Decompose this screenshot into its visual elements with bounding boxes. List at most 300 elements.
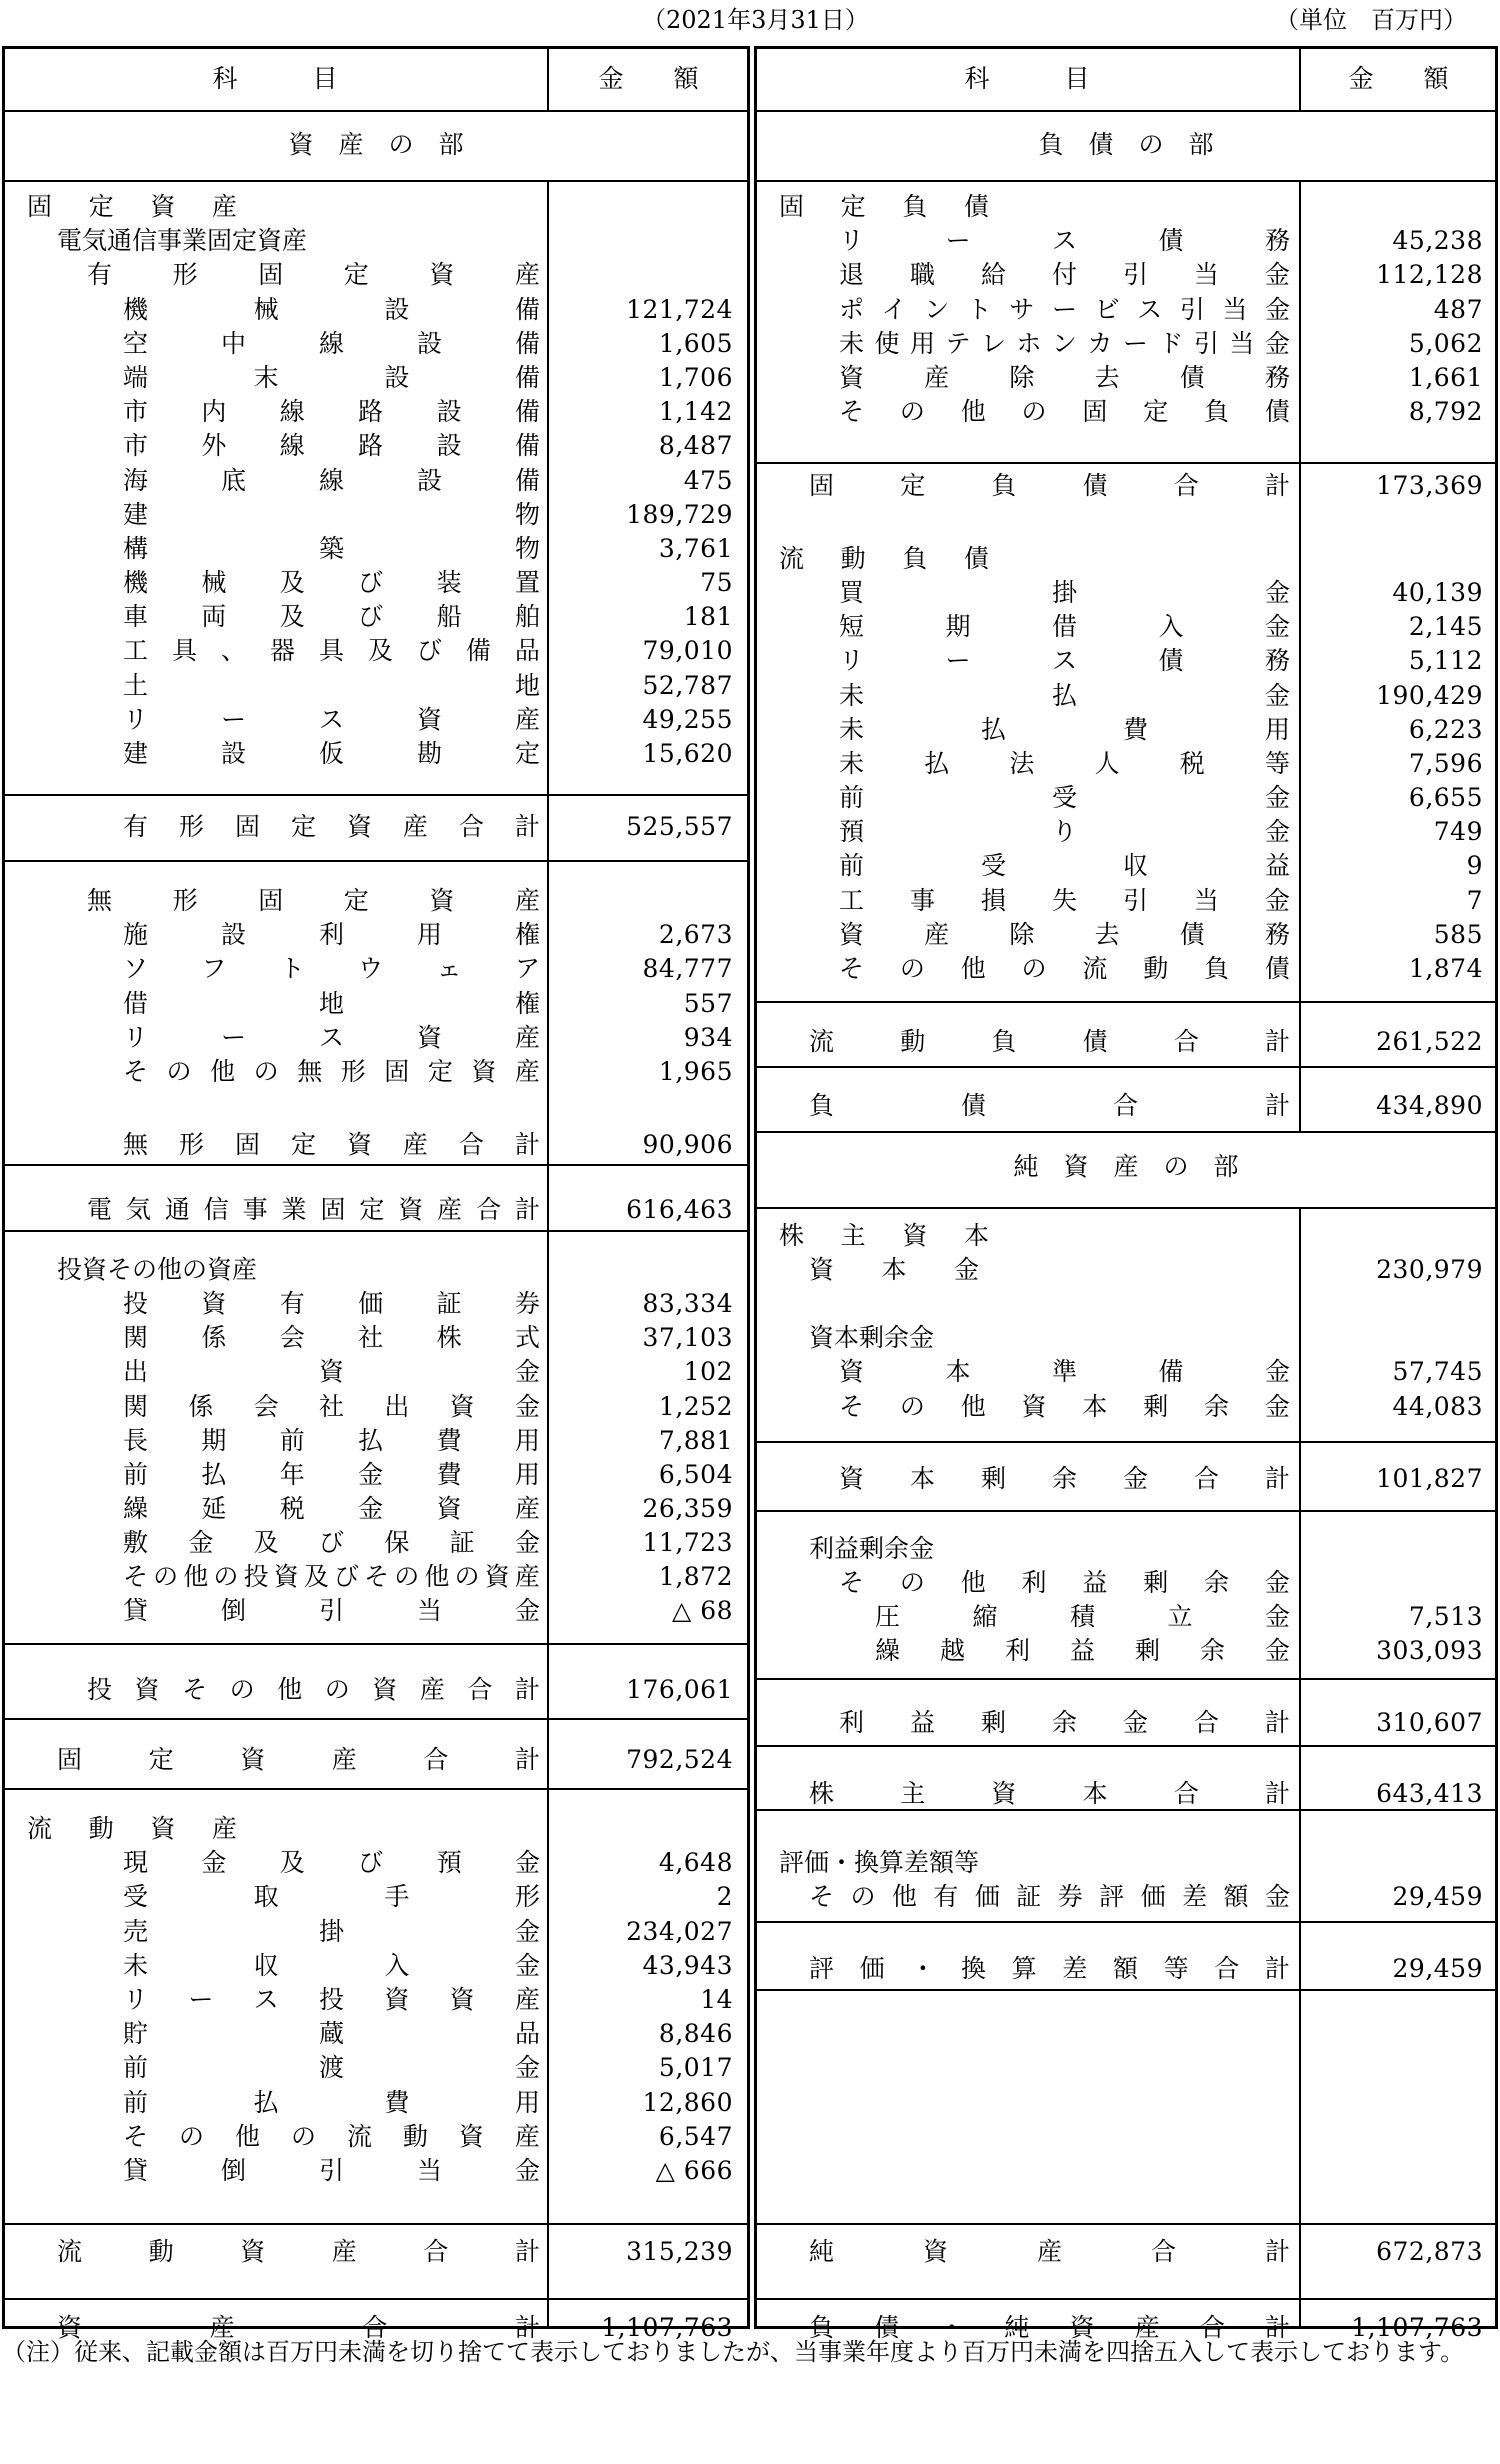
asset-row-amount: 26,359 <box>642 1494 733 1523</box>
asset-row-amount: 934 <box>683 1023 733 1052</box>
label-char: 未 <box>123 1951 149 1980</box>
label-char: 当 <box>416 2156 442 2185</box>
label-char: 線 <box>279 431 305 460</box>
label-char: 地 <box>514 671 540 700</box>
label-char: 未 <box>839 329 865 358</box>
label-char: 計 <box>514 1675 540 1704</box>
label-char: 設 <box>436 431 462 460</box>
grid-hline <box>757 180 1495 182</box>
label-char: 有 <box>933 1882 959 1911</box>
label-char: 用 <box>514 2088 540 2117</box>
label-char: 借 <box>123 989 149 1018</box>
label-char: 産 <box>209 2313 235 2342</box>
label-char: 主 <box>900 1779 926 1808</box>
label-char: 定 <box>1143 397 1169 426</box>
label-char: 金 <box>1264 295 1290 324</box>
label-char: 他 <box>234 2122 260 2151</box>
asset-row-label <box>87 884 540 918</box>
label-char: 無 <box>87 886 113 915</box>
liability-row-label <box>875 1600 1290 1634</box>
label-char: 余 <box>1051 1464 1077 1493</box>
label-char: の <box>324 1675 350 1704</box>
label-char: 金 <box>514 2156 540 2185</box>
grid-hline <box>5 110 747 112</box>
label-char: 土 <box>123 671 149 700</box>
label-char: 信 <box>203 1195 229 1224</box>
asset-row-amount: 79,010 <box>642 636 733 665</box>
label-char: テ <box>945 329 971 358</box>
label-char: 債 <box>1082 471 1108 500</box>
asset-row-amount: 15,620 <box>642 739 733 768</box>
label-char: リ <box>839 646 865 675</box>
label-char: イ <box>881 295 907 324</box>
label-char: 金 <box>514 1528 540 1557</box>
label-char: 関 <box>123 1323 149 1352</box>
label-char: 合 <box>1193 1708 1219 1737</box>
grid-hline <box>757 1510 1299 1512</box>
asset-row-amount: 3,761 <box>658 534 733 563</box>
assets-section-title: 資 産 の 部 <box>288 130 464 159</box>
label-char: 資 <box>436 1494 462 1523</box>
label-char: 費 <box>436 1460 462 1489</box>
label-char: ー <box>945 646 971 675</box>
asset-row-label <box>123 566 540 600</box>
grid-hline <box>757 2223 1495 2225</box>
label-char: 貸 <box>123 2156 149 2185</box>
label-char: の <box>229 1675 255 1704</box>
liability-row-label <box>779 1219 989 1253</box>
label-char: そ <box>364 1562 390 1591</box>
label-char: 無 <box>123 1130 149 1159</box>
label-char: 失 <box>1051 886 1077 915</box>
grid-hline <box>5 1718 747 1720</box>
label-char: 品 <box>514 2019 540 2048</box>
liability-row-amount: 672,873 <box>1376 2237 1483 2266</box>
label-char: ト <box>279 954 305 983</box>
label-char: 及 <box>303 1562 329 1591</box>
asset-row-amount: 102 <box>683 1357 733 1386</box>
label-char: 気 <box>125 1195 151 1224</box>
asset-row-amount: 12,860 <box>642 2088 733 2117</box>
label-char: 有 <box>87 260 113 289</box>
liability-row-label <box>839 952 1290 986</box>
label-char: 関 <box>123 1392 149 1421</box>
label-char: 期 <box>201 1426 227 1455</box>
label-char: 額 <box>1112 1954 1138 1983</box>
label-char: 投 <box>318 1985 344 2014</box>
label-char: 前 <box>279 1426 305 1455</box>
label-char: 機 <box>123 295 149 324</box>
label-char: 及 <box>279 602 305 631</box>
label-char: 金 <box>201 1848 227 1877</box>
label-char: 延 <box>201 1494 227 1523</box>
label-char: 務 <box>1264 920 1290 949</box>
asset-row-amount: 234,027 <box>626 1917 733 1946</box>
asset-row-label <box>123 2051 540 2085</box>
label-char: 本 <box>1082 1779 1108 1808</box>
grid-hline <box>5 1788 747 1790</box>
asset-row-label <box>123 1128 540 1162</box>
label-char: 金 <box>1264 612 1290 641</box>
label-char: 資 <box>150 1814 176 1843</box>
label-char: 価 <box>974 1882 1000 1911</box>
label-char: 合 <box>1199 2313 1225 2342</box>
label-char: ウ <box>358 954 384 983</box>
label-char: 固 <box>258 260 284 289</box>
asset-row-label <box>123 361 540 395</box>
label-char: 利 <box>839 1708 865 1737</box>
label-char: 資 <box>398 1195 424 1224</box>
label-char: 流 <box>779 544 805 573</box>
label-char: 、 <box>220 636 246 665</box>
liability-row-amount: 1,107,763 <box>1351 2313 1483 2342</box>
label-char: 底 <box>220 466 246 495</box>
asset-row-label <box>123 952 540 986</box>
label-char: 敷 <box>123 1528 149 1557</box>
net-assets-section-title: 純 資 産 の 部 <box>1013 1152 1239 1181</box>
liability-row-label <box>779 190 989 224</box>
label-char: 線 <box>318 329 344 358</box>
label-char: 動 <box>88 1814 114 1843</box>
label-char: 計 <box>1264 1954 1290 1983</box>
label-char: 及 <box>367 636 393 665</box>
label-char: 評 <box>809 1954 835 1983</box>
grid-hline <box>757 1745 1299 1747</box>
liability-row-amount: 434,890 <box>1376 1091 1483 1120</box>
label-char: 計 <box>514 2237 540 2266</box>
asset-row-label <box>123 1355 540 1389</box>
label-char: 産 <box>514 1562 540 1591</box>
label-char: の <box>213 1562 239 1591</box>
label-char: 構 <box>123 534 149 563</box>
liability-row-amount: 643,413 <box>1376 1779 1483 1808</box>
label-char: 資 <box>471 1057 497 1086</box>
label-char: 計 <box>514 1745 540 1774</box>
label-char: 資 <box>346 1130 372 1159</box>
label-char: 前 <box>123 1460 149 1489</box>
label-char: 職 <box>909 260 935 289</box>
label-char: の <box>454 1562 480 1591</box>
label-char: 渡 <box>318 2053 344 2082</box>
grid-hline <box>5 1230 747 1232</box>
asset-row-label <box>123 532 540 566</box>
liability-row-label: 利益剰余金 <box>809 1534 935 1563</box>
report-date: （2021年3月31日） <box>642 6 869 34</box>
label-char: 計 <box>1264 2237 1290 2266</box>
label-char: そ <box>839 954 865 983</box>
label-char: 損 <box>980 886 1006 915</box>
label-char: 負 <box>809 2313 835 2342</box>
label-char: 当 <box>1229 329 1255 358</box>
grid-hline <box>1299 1510 1495 1512</box>
asset-row-label <box>123 2120 540 2154</box>
label-char: 差 <box>1182 1882 1208 1911</box>
label-char: 端 <box>123 363 149 392</box>
grid-hline <box>757 1001 1495 1003</box>
label-char: そ <box>839 1568 865 1597</box>
label-char: 定 <box>148 1745 174 1774</box>
label-char: 資 <box>839 363 865 392</box>
label-char: 株 <box>779 1221 805 1250</box>
label-char: の <box>899 954 925 983</box>
label-char: 計 <box>1264 471 1290 500</box>
label-char: ェ <box>436 954 462 983</box>
asset-row-label <box>123 293 540 327</box>
label-char: 負 <box>902 192 928 221</box>
label-char: 金 <box>1264 681 1290 710</box>
asset-row-label <box>123 669 540 703</box>
label-char: 投 <box>123 1289 149 1318</box>
label-char: 評 <box>1099 1882 1125 1911</box>
label-char: 産 <box>1134 2313 1160 2342</box>
label-char: 剰 <box>980 1708 1006 1737</box>
label-char: 海 <box>123 466 149 495</box>
label-char: 蔵 <box>318 2019 344 2048</box>
label-char: 利 <box>318 920 344 949</box>
asset-row-label <box>123 703 540 737</box>
label-char: 定 <box>900 471 926 500</box>
label-char: ー <box>188 1985 214 2014</box>
label-char: の <box>899 1392 925 1421</box>
liability-row-amount: 44,083 <box>1392 1392 1483 1421</box>
label-char: 計 <box>514 1130 540 1159</box>
liability-row-label <box>839 918 1290 952</box>
label-char: び <box>358 1848 384 1877</box>
label-char: 益 <box>909 1708 935 1737</box>
asset-row-label <box>87 1673 540 1707</box>
asset-row-amount: 121,724 <box>626 295 733 324</box>
liability-row-label <box>809 1777 1290 1811</box>
label-char: 余 <box>1204 1392 1230 1421</box>
label-char: 備 <box>514 431 540 460</box>
liability-row-label <box>839 224 1290 258</box>
label-char: 計 <box>514 2313 540 2342</box>
label-char: 払 <box>1051 681 1077 710</box>
label-char: 械 <box>201 568 227 597</box>
asset-row-label <box>57 1743 540 1777</box>
label-char: 定 <box>343 886 369 915</box>
asset-row-amount: 792,524 <box>626 1745 733 1774</box>
label-char: 合 <box>1173 471 1199 500</box>
label-char: 保 <box>384 1528 410 1557</box>
label-char: 本 <box>945 1357 971 1386</box>
label-char: リ <box>123 1985 149 2014</box>
label-char: び <box>416 636 442 665</box>
label-char: 純 <box>809 2237 835 2266</box>
label-char: 固 <box>27 192 53 221</box>
asset-row-amount: 557 <box>683 989 733 1018</box>
label-char: 金 <box>514 1917 540 1946</box>
label-char: 本 <box>963 1221 989 1250</box>
label-char: 流 <box>1082 954 1108 983</box>
label-char: 形 <box>172 886 198 915</box>
label-char: 合 <box>1214 1954 1240 1983</box>
label-char: 券 <box>1057 1882 1083 1911</box>
label-char: 装 <box>436 568 462 597</box>
label-char: リ <box>123 705 149 734</box>
label-char: 資 <box>1021 1392 1047 1421</box>
label-char: 会 <box>279 1323 305 1352</box>
label-char: 設 <box>384 295 410 324</box>
label-char: 金 <box>1264 1636 1290 1665</box>
label-char: 計 <box>1264 1708 1290 1737</box>
liabilities-section-title: 負 債 の 部 <box>1038 130 1214 159</box>
asset-row-amount: 181 <box>683 602 733 631</box>
label-char: 貯 <box>123 2019 149 2048</box>
label-char: 債 <box>1179 363 1205 392</box>
liability-row-label <box>839 395 1290 429</box>
label-char: 除 <box>1009 920 1035 949</box>
label-char: 受 <box>123 1882 149 1911</box>
label-char: 及 <box>279 1848 305 1877</box>
label-char: 短 <box>839 612 865 641</box>
asset-row-label <box>123 2017 540 2051</box>
liability-row-amount: 112,128 <box>1376 260 1483 289</box>
label-char: 未 <box>839 749 865 778</box>
label-char: 払 <box>253 2088 279 2117</box>
label-char: 備 <box>465 636 491 665</box>
label-char: び <box>333 1562 359 1591</box>
label-char: の <box>153 1562 179 1591</box>
label-char: 前 <box>839 851 865 880</box>
label-char: 固 <box>57 1745 83 1774</box>
label-char: ポ <box>839 295 865 324</box>
grid-hline <box>5 180 747 182</box>
label-char: 産 <box>211 1814 237 1843</box>
label-char: 負 <box>902 544 928 573</box>
label-char: 前 <box>839 783 865 812</box>
label-char: 式 <box>514 1323 540 1352</box>
asset-row-label <box>123 1287 540 1321</box>
footnote: （注）従来、記載金額は百万円未満を切り捨てて表示しておりましたが、当事業年度より百万円未満を四捨五入して表示しております。 <box>2 2338 1465 2366</box>
label-char: 取 <box>253 1882 279 1911</box>
label-char: 両 <box>201 602 227 631</box>
asset-row-label <box>123 1949 540 1983</box>
label-char: 務 <box>1264 363 1290 392</box>
label-char: ・ <box>910 1954 936 1983</box>
label-char: 仮 <box>318 739 344 768</box>
label-char: 無 <box>297 1057 323 1086</box>
label-char: 備 <box>514 329 540 358</box>
liability-row-label <box>839 781 1290 815</box>
label-char: 金 <box>358 1460 384 1489</box>
grid-hline <box>757 1131 1495 1133</box>
label-char: 路 <box>358 397 384 426</box>
asset-row-amount: 525,557 <box>626 812 733 841</box>
label-char: 他 <box>960 954 986 983</box>
label-char: 額 <box>1223 1882 1249 1911</box>
label-char: 利 <box>1021 1568 1047 1597</box>
liability-row-label <box>839 610 1290 644</box>
label-char: リ <box>123 1023 149 1052</box>
asset-row-amount: 75 <box>700 568 733 597</box>
liability-row-label <box>839 1390 1290 1424</box>
label-char: 入 <box>384 1951 410 1980</box>
label-char: 外 <box>201 431 227 460</box>
label-char: 掛 <box>318 1917 344 1946</box>
label-char: 資 <box>809 1255 835 1284</box>
label-char: 産 <box>514 2122 540 2151</box>
label-char: 費 <box>384 2088 410 2117</box>
label-char: 資 <box>240 2237 266 2266</box>
label-char: ビ <box>1094 295 1120 324</box>
label-char: ホ <box>1016 329 1042 358</box>
label-char: 計 <box>514 812 540 841</box>
label-char: 給 <box>980 260 1006 289</box>
label-char: 縮 <box>972 1602 998 1631</box>
label-char: 産 <box>514 1494 540 1523</box>
label-char: 固 <box>258 886 284 915</box>
asset-row-label <box>123 1983 540 2017</box>
label-char: 勘 <box>416 739 442 768</box>
label-char: ン <box>924 295 950 324</box>
label-char: 費 <box>436 1426 462 1455</box>
label-char: 当 <box>1193 886 1219 915</box>
label-char: 定 <box>359 1195 385 1224</box>
label-char: 計 <box>1264 1779 1290 1808</box>
label-char: 産 <box>924 363 950 392</box>
liability-row-label <box>839 884 1290 918</box>
asset-row-amount: 37,103 <box>642 1323 733 1352</box>
label-char: 資 <box>991 1779 1017 1808</box>
label-char: 倒 <box>220 1596 246 1625</box>
label-char: 他 <box>277 1675 303 1704</box>
grid-hline <box>757 462 1495 464</box>
asset-row-label <box>123 1915 540 1949</box>
label-char: 工 <box>839 886 865 915</box>
liability-row-label <box>839 644 1290 678</box>
label-char: 金 <box>1264 1392 1290 1421</box>
label-char: 引 <box>1122 886 1148 915</box>
label-char: 通 <box>164 1195 190 1224</box>
label-char: 社 <box>358 1323 384 1352</box>
label-char: 債 <box>960 1091 986 1120</box>
label-char: 合 <box>1150 2237 1176 2266</box>
label-char: 長 <box>123 1426 149 1455</box>
label-char: 収 <box>253 1951 279 1980</box>
label-char: 品 <box>514 636 540 665</box>
label-char: の <box>1021 954 1047 983</box>
label-char: 具 <box>318 636 344 665</box>
label-char: 固 <box>234 812 260 841</box>
asset-row-label <box>123 987 540 1021</box>
label-char: 合 <box>476 1195 502 1224</box>
label-char: 合 <box>362 2313 388 2342</box>
liability-row-label <box>839 815 1290 849</box>
grid-hline <box>757 1921 1495 1923</box>
label-char: 繰 <box>123 1494 149 1523</box>
grid-hline <box>1299 1441 1495 1443</box>
label-char: 準 <box>1051 1357 1077 1386</box>
label-char: 産 <box>211 192 237 221</box>
liability-row-amount: 1,874 <box>1408 954 1483 983</box>
asset-row-amount: 6,504 <box>658 1460 733 1489</box>
label-char: 価 <box>1140 1882 1166 1911</box>
label-char: 資 <box>458 2122 484 2151</box>
label-char: 金 <box>514 1951 540 1980</box>
label-char: 資 <box>384 1985 410 2014</box>
label-char: ー <box>220 1023 246 1052</box>
liability-row-label <box>839 679 1290 713</box>
label-char: そ <box>809 1882 835 1911</box>
asset-row-label <box>123 2154 540 2188</box>
liability-row-label <box>839 1706 1290 1740</box>
label-char: 流 <box>346 2122 372 2151</box>
label-char: 債 <box>1264 397 1290 426</box>
label-char: 払 <box>358 1426 384 1455</box>
label-char: そ <box>123 1057 149 1086</box>
asset-row-amount: 49,255 <box>642 705 733 734</box>
